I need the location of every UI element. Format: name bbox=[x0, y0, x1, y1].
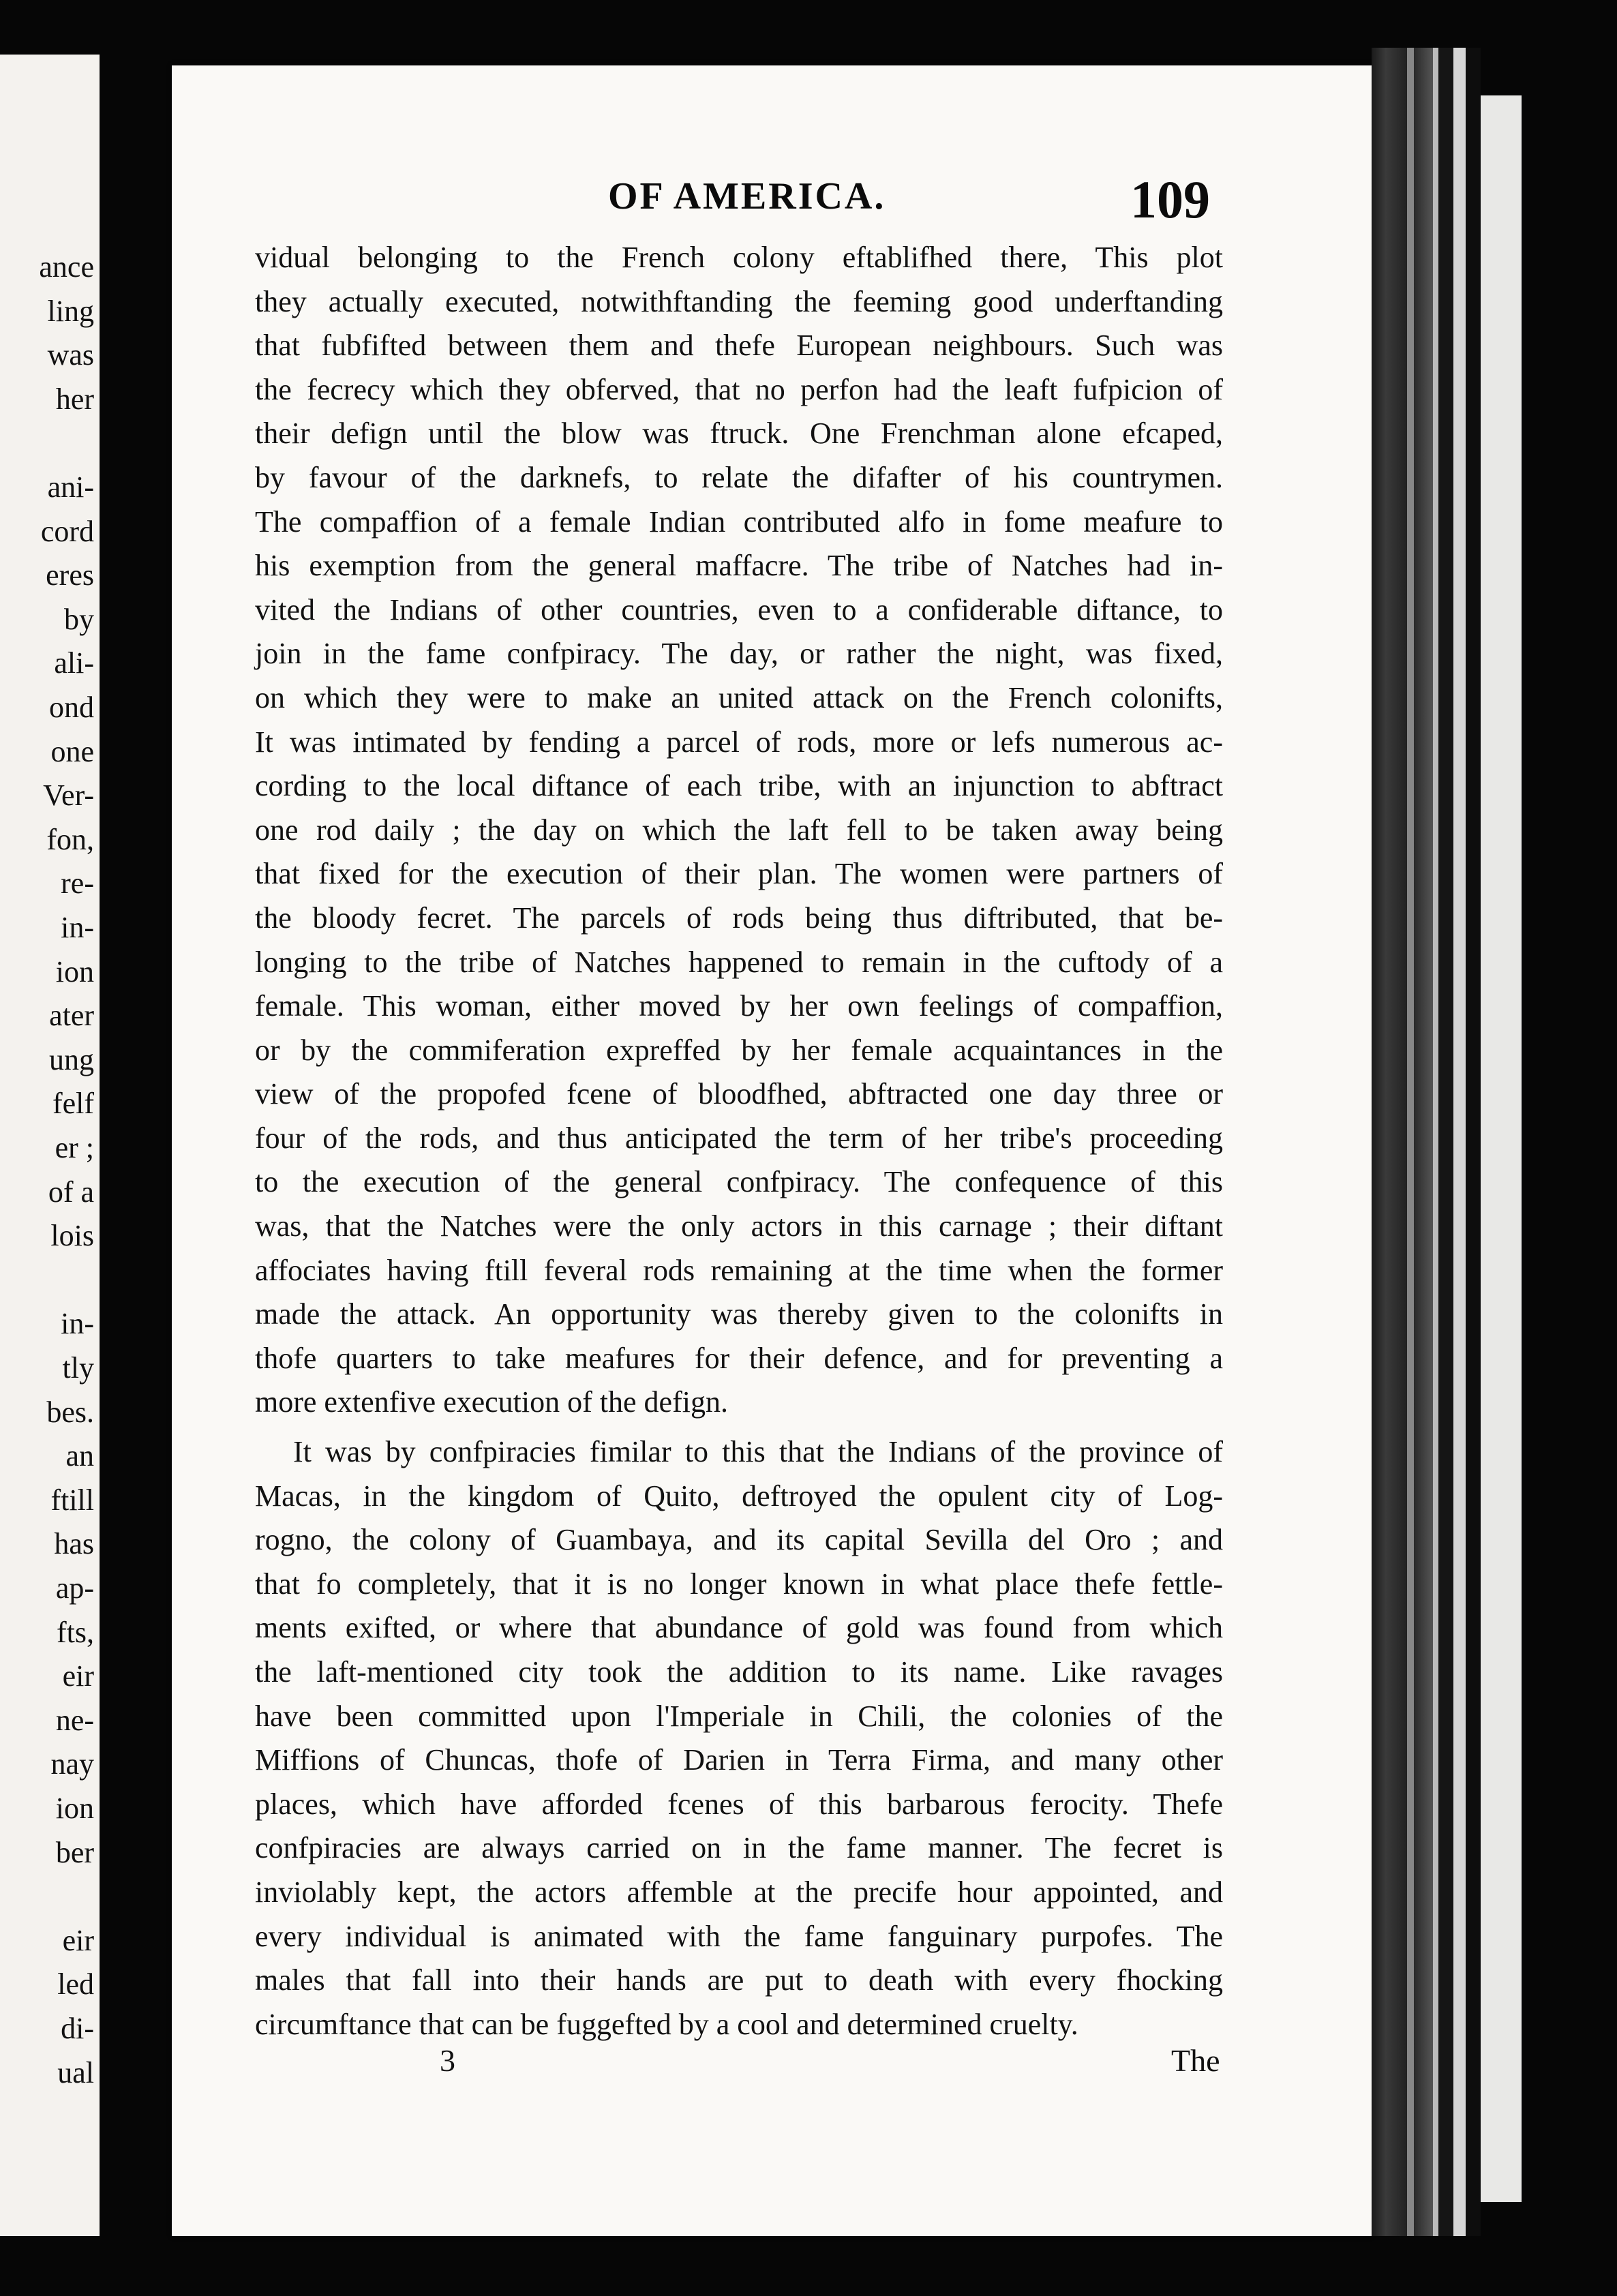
text-line: the fecrecy which they obferved, that no perfon had the leaft fufpicion of bbox=[255, 372, 1223, 406]
left-page-fragment: of a bbox=[48, 1175, 94, 1209]
left-page-fragment: eir bbox=[62, 1923, 94, 1957]
left-page-fragment: er ; bbox=[55, 1131, 94, 1164]
text-line: the laft-mentioned city took the addition to its name. Like ravages bbox=[255, 1655, 1223, 1689]
text-line: that fo completely, that it is no longer known in what place thefe fettle- bbox=[255, 1567, 1223, 1601]
text-line: one rod daily ; the day on which the laft fell to be taken away being bbox=[255, 813, 1223, 847]
text-line: view of the propofed fcene of bloodfhed, abftracted one day three or bbox=[255, 1077, 1223, 1111]
text-line: places, which have afforded fcenes of this barbarous ferocity. Thefe bbox=[255, 1787, 1223, 1821]
text-line: It was by confpiracies fimilar to this that the Indians of the province of bbox=[293, 1435, 1223, 1469]
left-page-fragment: eres bbox=[46, 558, 94, 592]
book-page bbox=[172, 65, 1372, 2236]
page-number: 109 bbox=[1130, 170, 1210, 229]
left-page-fragment: in- bbox=[61, 1307, 94, 1341]
text-line: Miffions of Chuncas, thofe of Darien in Terra Firma, and many other bbox=[255, 1743, 1223, 1777]
left-page-fragment: her bbox=[55, 382, 94, 416]
text-line: inviolably kept, the actors affemble at the precife hour appointed, and bbox=[255, 1875, 1223, 1909]
text-line: longing to the tribe of Natches happened to remain in the cuftody of a bbox=[255, 945, 1223, 979]
text-line: cording to the local diftance of each tribe, with an injunction to abftract bbox=[255, 769, 1223, 803]
left-facing-page bbox=[0, 55, 100, 2236]
left-page-fragment: ance bbox=[39, 250, 94, 284]
text-line: confpiracies are always carried on in the fame manner. The fecret is bbox=[255, 1831, 1223, 1865]
text-line: every individual is animated with the fame fanguinary purpofes. The bbox=[255, 1919, 1223, 1953]
text-line: or by the commiferation expreffed by her female acquaintances in the bbox=[255, 1033, 1223, 1067]
left-page-fragment: by bbox=[64, 602, 94, 636]
text-line: to the execution of the general confpiracy. The confequence of this bbox=[255, 1165, 1223, 1199]
text-line: four of the rods, and thus anticipated the term of her tribe's proceeding bbox=[255, 1121, 1223, 1155]
left-page-fragment: an bbox=[65, 1439, 94, 1473]
page-edges bbox=[1372, 48, 1528, 2236]
left-page-fragment: has bbox=[54, 1527, 94, 1561]
text-line: they actually executed, notwithftanding the feeming good underftanding bbox=[255, 284, 1223, 318]
text-line: join in the fame confpiracy. The day, or rather the night, was fixed, bbox=[255, 637, 1223, 671]
left-page-fragment: ling bbox=[47, 294, 94, 328]
left-page-fragment: felf bbox=[52, 1087, 94, 1121]
text-line: males that fall into their hands are put to death with every fhocking bbox=[255, 1963, 1223, 1997]
left-page-fragment: fts, bbox=[57, 1615, 94, 1649]
signature-mark: 3 bbox=[440, 2043, 455, 2078]
text-line: vited the Indians of other countries, even to a confiderable diftance, to bbox=[255, 592, 1223, 626]
text-line: their defign until the blow was ftruck. One Frenchman alone efcaped, bbox=[255, 417, 1223, 451]
text-line: ments exifted, or where that abundance of gold was found from which bbox=[255, 1611, 1223, 1645]
left-page-fragment: ater bbox=[49, 999, 94, 1033]
left-page-fragment: nay bbox=[50, 1747, 94, 1781]
catchword: The bbox=[1171, 2043, 1220, 2078]
text-line: the bloody fecret. The parcels of rods being thus diftributed, that be- bbox=[255, 901, 1223, 935]
left-page-fragment: Ver- bbox=[43, 779, 94, 813]
left-page-fragment: ne- bbox=[55, 1703, 94, 1737]
left-page-fragment: ap- bbox=[55, 1571, 94, 1605]
text-line: by favour of the darknefs, to relate the difafter of his countrymen. bbox=[255, 460, 1223, 494]
text-line: his exemption from the general maffacre. The tribe of Natches had in- bbox=[255, 549, 1223, 583]
text-line: affociates having ftill feveral rods remaining at the time when the former bbox=[255, 1253, 1223, 1287]
page-footer bbox=[172, 2042, 1372, 2097]
left-page-fragment: re- bbox=[61, 866, 94, 901]
left-page-fragment: led bbox=[57, 1967, 94, 2002]
text-line: circumftance that can be fuggefted by a cool and determined cruelty. bbox=[255, 2007, 1078, 2041]
left-page-fragment: ftill bbox=[50, 1483, 94, 1517]
left-page-fragment: in- bbox=[61, 911, 94, 944]
running-head: OF AMERICA. bbox=[608, 175, 886, 217]
left-page-fragment: fon, bbox=[46, 822, 94, 856]
left-page-fragment: ung bbox=[49, 1042, 94, 1076]
left-page-fragment: bes. bbox=[46, 1395, 94, 1429]
text-line: that fubfifted between them and thefe European neighbours. Such was bbox=[255, 329, 1223, 363]
text-line: female. This woman, either moved by her own feelings of compaffion, bbox=[255, 989, 1223, 1023]
body-text bbox=[255, 236, 1223, 2046]
left-page-fragment: ion bbox=[55, 1792, 94, 1825]
text-line: vidual belonging to the French colony eftablifhed there, This plot bbox=[255, 241, 1223, 274]
left-page-fragment: ani- bbox=[47, 470, 94, 504]
left-page-fragment: eir bbox=[62, 1659, 94, 1693]
left-page-fragment: was bbox=[47, 338, 94, 372]
left-page-fragment: di- bbox=[61, 2012, 94, 2045]
left-page-fragment: ber bbox=[55, 1835, 94, 1869]
text-line: that fixed for the execution of their plan. The women were partners of bbox=[255, 857, 1223, 891]
text-line: was, that the Natches were the only actors in this carnage ; their diftant bbox=[255, 1209, 1223, 1243]
text-line: have been committed upon l'Imperiale in Chili, the colonies of the bbox=[255, 1699, 1223, 1733]
left-page-fragment: ion bbox=[55, 954, 94, 988]
left-page-fragment: lois bbox=[50, 1219, 94, 1253]
page-header bbox=[172, 170, 1372, 243]
left-page-fragment: one bbox=[50, 734, 94, 768]
text-line: more extenfive execution of the defign. bbox=[255, 1385, 728, 1419]
text-line: It was intimated by fending a parcel of rods, more or lefs numerous ac- bbox=[255, 725, 1223, 759]
text-line: rogno, the colony of Guambaya, and its capital Sevilla del Oro ; and bbox=[255, 1523, 1223, 1557]
left-page-fragment: ali- bbox=[54, 646, 94, 680]
text-line: Macas, in the kingdom of Quito, deftroyed the opulent city of Log- bbox=[255, 1479, 1223, 1513]
text-line: The compaffion of a female Indian contributed alfo in fome meafure to bbox=[255, 504, 1223, 539]
left-page-fragment: ual bbox=[57, 2055, 94, 2089]
left-page-fragment: cord bbox=[40, 514, 94, 548]
text-line: on which they were to make an united attack on the French colonifts, bbox=[255, 680, 1223, 714]
left-page-fragment: ond bbox=[49, 691, 94, 724]
text-line: thofe quarters to take meafures for their defence, and for preventing a bbox=[255, 1341, 1223, 1375]
text-line: made the attack. An opportunity was thereby given to the colonifts in bbox=[255, 1297, 1223, 1331]
left-page-fragment: tly bbox=[62, 1351, 94, 1385]
